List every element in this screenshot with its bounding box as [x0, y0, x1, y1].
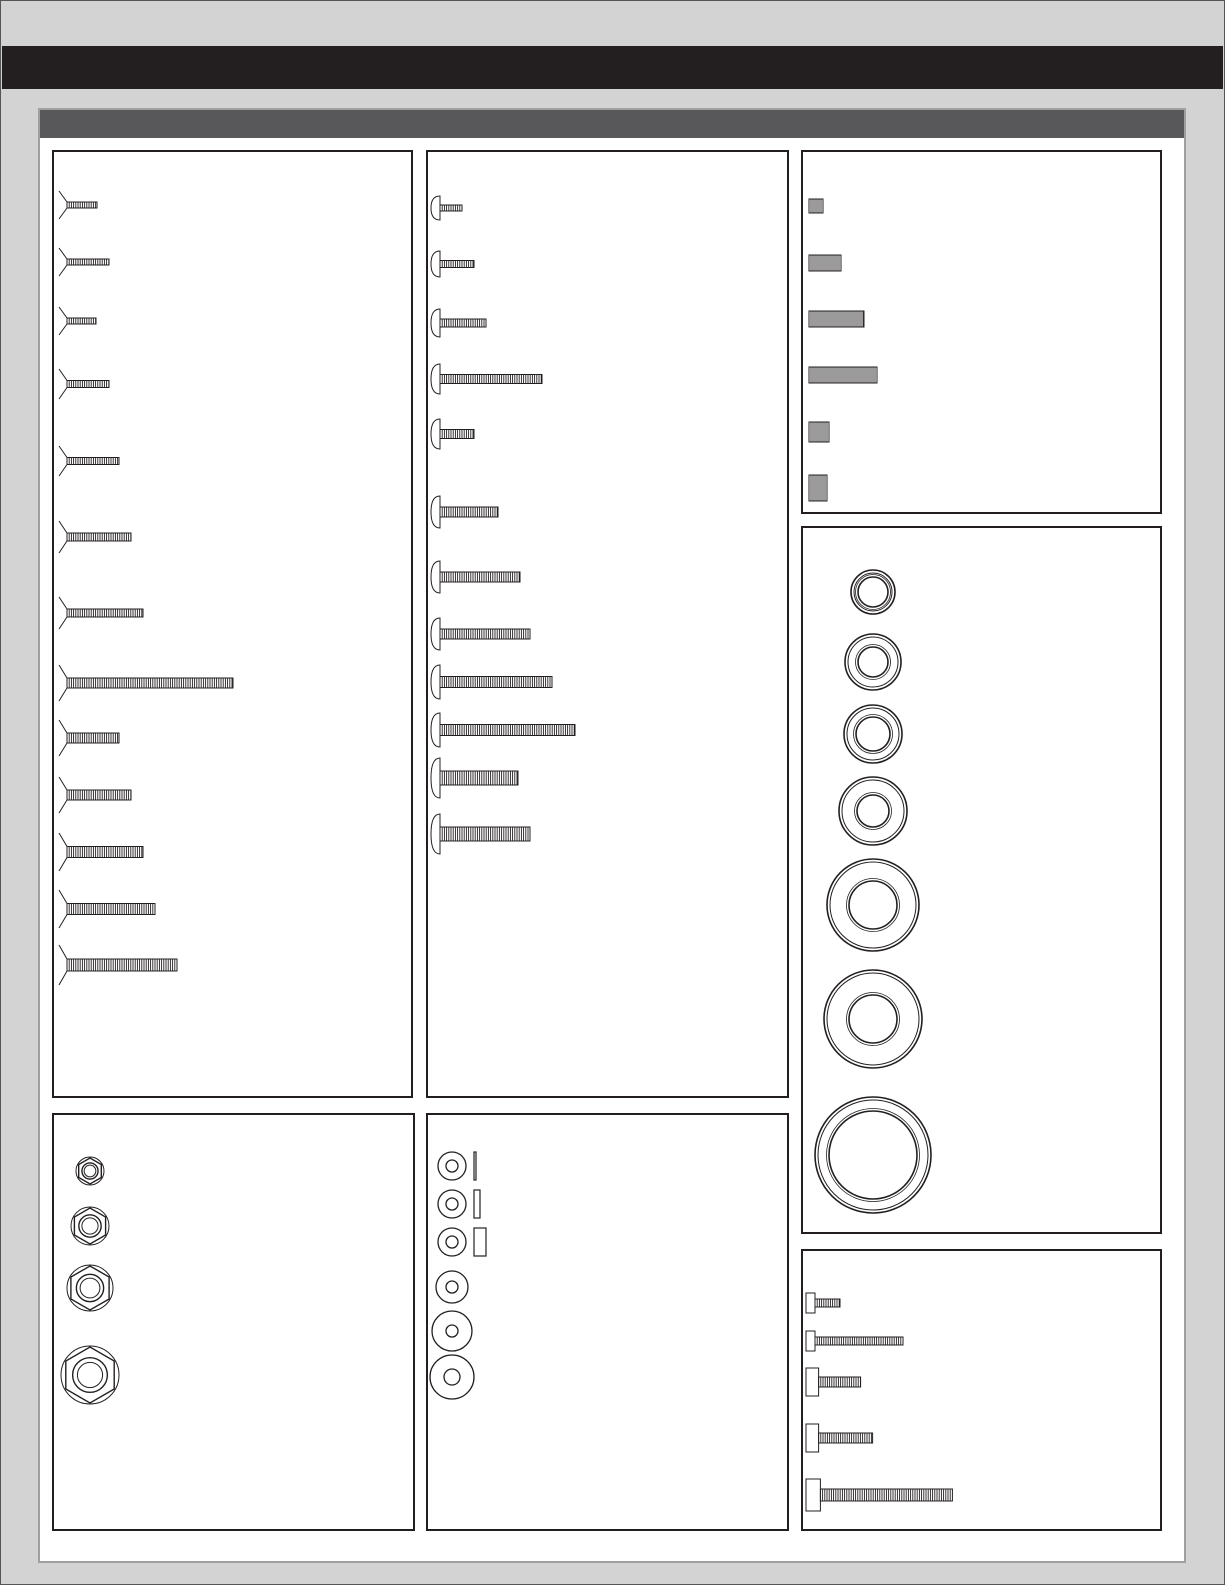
cap-head-screw-3: [806, 1368, 861, 1396]
button-head-screws-panel: [426, 150, 789, 1098]
washers-panel: [426, 1113, 789, 1531]
washer-6: [430, 1355, 474, 1399]
bearing-1: [851, 570, 895, 614]
set-screw-3: [809, 311, 864, 327]
cap-head-screw-2: [806, 1331, 903, 1351]
title-banner: [2, 46, 1223, 89]
flat-head-screw-12: [59, 890, 155, 928]
set-screw-5: [809, 422, 829, 442]
lock-nut-1: [76, 1157, 104, 1185]
button-head-screw-3: [431, 309, 486, 337]
set-screws-panel: [801, 150, 1162, 514]
bearing-2: [845, 634, 901, 690]
bearing-5: [827, 859, 919, 951]
washer-1: [438, 1152, 476, 1180]
flat-head-screw-13: [59, 945, 177, 985]
bearing-6: [824, 970, 922, 1068]
hardware-chart-frame: [38, 108, 1186, 1563]
button-head-screw-12: [431, 814, 530, 854]
button-head-screw-9: [431, 665, 552, 699]
cap-head-screw-4: [806, 1424, 873, 1452]
set-screw-6: [809, 475, 827, 501]
lock-nut-3: [67, 1265, 113, 1311]
cap-head-screw-5: [806, 1479, 952, 1511]
flat-head-screws-panel: [52, 150, 413, 1098]
flat-head-screw-7: [59, 597, 143, 629]
washer-3: [438, 1228, 486, 1256]
cap-head-screws-panel: [801, 1249, 1162, 1531]
bearing-3: [844, 705, 902, 763]
button-head-screw-4: [431, 364, 542, 394]
button-head-screw-5: [431, 419, 474, 449]
button-head-screw-10: [431, 713, 575, 747]
flat-head-screw-6: [59, 521, 131, 553]
flat-head-screw-4: [59, 369, 109, 399]
lock-nut-4: [61, 1346, 119, 1404]
lock-nut-2: [71, 1207, 109, 1245]
button-head-screw-6: [431, 496, 498, 528]
flat-head-screw-11: [59, 833, 143, 871]
button-head-screw-7: [431, 561, 520, 593]
bearing-4: [839, 777, 907, 845]
set-screw-1: [809, 199, 823, 213]
flat-head-screw-9: [59, 720, 119, 756]
bearings-panel: [801, 526, 1162, 1234]
bearing-7: [815, 1097, 931, 1213]
washer-4: [436, 1271, 468, 1303]
nuts-panel: [52, 1113, 415, 1531]
button-head-screw-11: [431, 758, 518, 798]
washer-5: [432, 1311, 472, 1351]
set-screw-2: [809, 255, 841, 271]
flat-head-screw-1: [59, 191, 97, 219]
flat-head-screw-2: [59, 248, 109, 276]
button-head-screw-8: [431, 618, 530, 650]
flat-head-screw-5: [59, 446, 119, 476]
flat-head-screw-3: [59, 307, 96, 335]
frame-header-bar: [40, 110, 1184, 138]
cap-head-screw-1: [806, 1293, 840, 1313]
set-screw-4: [809, 367, 877, 383]
flat-head-screw-10: [59, 777, 131, 813]
top-band: [2, 2, 1223, 45]
flat-head-screw-8: [59, 665, 233, 701]
button-head-screw-1: [431, 196, 462, 220]
button-head-screw-2: [431, 251, 474, 277]
washer-2: [438, 1190, 480, 1218]
